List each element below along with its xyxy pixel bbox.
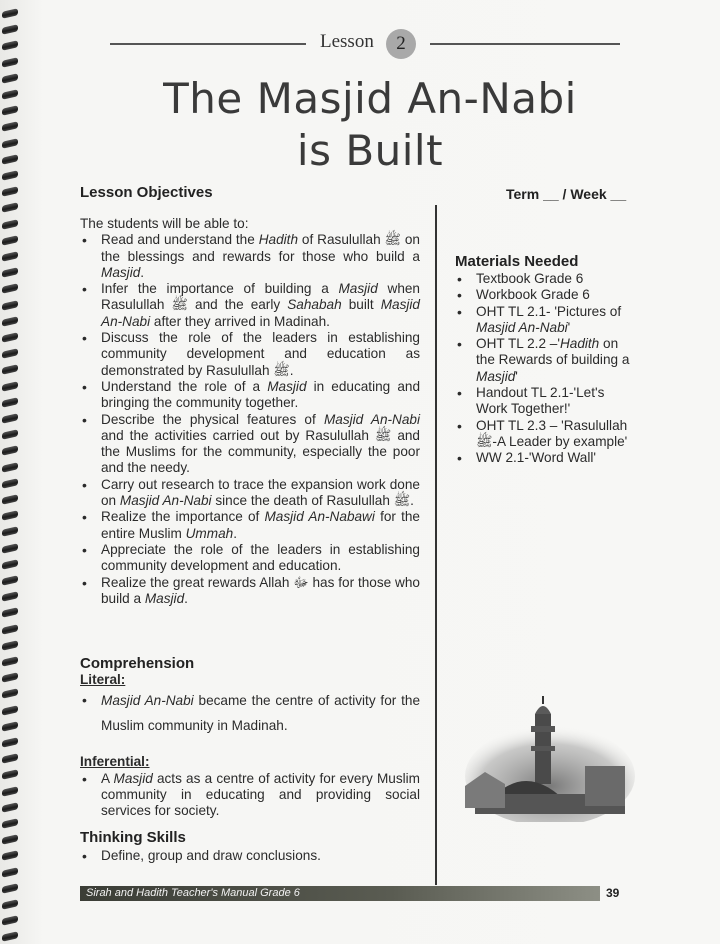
spiral-coil <box>2 429 18 439</box>
objective-item: • Read and understand the Hadith of Rasulullah ﷺ on the blessings and rewards for those who build a Masjid. <box>80 232 420 281</box>
spiral-coil <box>2 24 18 34</box>
objective-item: • Infer the importance of building a Masjid when Rasulullah ﷺ and the early Sahabah built Masjid An-Nabi after they arrived in Madinah. <box>80 281 420 330</box>
literal-label: Literal: <box>80 672 126 687</box>
spiral-coil <box>2 689 18 699</box>
spiral-coil <box>2 559 18 569</box>
spiral-coil <box>2 300 18 310</box>
lesson-number-badge: 2 <box>386 29 416 59</box>
spiral-coil <box>2 705 18 715</box>
spiral-coil <box>2 154 18 164</box>
material-item: • OHT TL 2.2 –'Hadith on the Rewards of building a Masjid' <box>455 336 630 385</box>
title-line-1: The Masjid An-Nabi <box>163 74 577 123</box>
literal-list <box>80 688 420 738</box>
spiral-coil <box>2 284 18 294</box>
spiral-coil <box>2 737 18 747</box>
spiral-coil <box>2 770 18 780</box>
spiral-coil <box>2 41 18 51</box>
spiral-coil <box>2 527 18 537</box>
spiral-coil <box>2 8 18 18</box>
thinking-skills-section <box>80 848 420 864</box>
spiral-coil <box>2 462 18 472</box>
header-rule-right <box>430 43 620 45</box>
spiral-coil <box>2 640 18 650</box>
spiral-coil <box>2 203 18 213</box>
spiral-coil <box>2 494 18 504</box>
spiral-coil <box>2 89 18 99</box>
objective-item: • Appreciate the role of the leaders in establishing community development and education. <box>80 542 420 575</box>
literal-item: • Masjid An-Nabi became the centre of activity for the Muslim community in Madinah. <box>80 688 420 738</box>
spiral-coil <box>2 219 18 229</box>
spiral-coil <box>2 446 18 456</box>
column-divider <box>435 205 437 885</box>
material-item: • Workbook Grade 6 <box>455 287 630 303</box>
inferential-label: Inferential: <box>80 754 150 770</box>
objective-item: • Understand the role of a Masjid in educating and bringing the community together. <box>80 379 420 412</box>
term-week: Term __ / Week __ <box>506 186 627 202</box>
objectives-list <box>80 232 420 607</box>
spiral-coil <box>2 818 18 828</box>
spiral-coil <box>2 122 18 132</box>
comprehension-heading: Comprehension <box>80 655 195 672</box>
spiral-coil <box>2 591 18 601</box>
spiral-coil <box>2 186 18 196</box>
spiral-coil <box>2 656 18 666</box>
spiral-coil <box>2 251 18 261</box>
spiral-coil <box>2 73 18 83</box>
inferential-list <box>80 771 420 820</box>
inferential-item: • A Masjid acts as a centre of activity for every Muslim community in educating and providing social services for society. <box>80 771 420 820</box>
spiral-coil <box>2 834 18 844</box>
spiral-coil <box>2 105 18 115</box>
spiral-coil <box>2 786 18 796</box>
spiral-coil <box>2 672 18 682</box>
spiral-coil <box>2 397 18 407</box>
objective-item: • Describe the physical features of Masjid An-Nabi and the activities carried out by Rasulullah ﷺ and the Muslims for the community, especially the poor and the needy. <box>80 412 420 477</box>
objective-item: • Realize the importance of Masjid An-Nabawi for the entire Muslim Ummah. <box>80 509 420 542</box>
spiral-coil <box>2 57 18 67</box>
spiral-coil <box>2 575 18 585</box>
lesson-label: Lesson <box>320 31 374 52</box>
material-item: • WW 2.1-'Word Wall' <box>455 450 630 466</box>
spiral-coil <box>2 883 18 893</box>
thinking-item: • Define, group and draw conclusions. <box>80 848 420 864</box>
material-item: • Handout TL 2.1-'Let's Work Together!' <box>455 385 630 418</box>
mosque-illustration <box>465 696 635 822</box>
page-number: 39 <box>606 886 620 900</box>
spiral-coil <box>2 608 18 618</box>
material-item: • Textbook Grade 6 <box>455 271 630 287</box>
objectives-heading: Lesson Objectives <box>80 184 213 201</box>
thinking-list <box>80 848 420 864</box>
spiral-coil <box>2 721 18 731</box>
spiral-coil <box>2 510 18 520</box>
spiral-coil <box>2 235 18 245</box>
objective-item: • Discuss the role of the leaders in establishing community development and education as demonstrated by Rasulullah ﷺ. <box>80 330 420 379</box>
spiral-coil <box>2 267 18 277</box>
spiral-coil <box>2 802 18 812</box>
spiral-coil <box>2 170 18 180</box>
title-line-2: is Built <box>296 126 444 175</box>
spiral-coil <box>2 543 18 553</box>
spiral-coil <box>2 316 18 326</box>
spiral-coil <box>2 365 18 375</box>
spiral-coil <box>2 899 18 909</box>
comprehension-section <box>80 672 420 819</box>
materials-heading: Materials Needed <box>455 253 579 270</box>
materials-section <box>455 271 630 467</box>
footer-title: Sirah and Hadith Teacher's Manual Grade 6 <box>86 887 300 899</box>
spiral-coil <box>2 932 18 942</box>
spiral-coil <box>2 867 18 877</box>
spiral-coil <box>2 478 18 488</box>
spiral-coil <box>2 348 18 358</box>
header-rule-left <box>110 43 306 45</box>
spiral-coil <box>2 138 18 148</box>
spiral-coil <box>2 381 18 391</box>
material-item: • OHT TL 2.3 – 'Rasulullah ﷺ-A Leader by example' <box>455 418 630 451</box>
objectives-section <box>80 216 420 607</box>
spiral-coil <box>2 753 18 763</box>
objectives-intro: The students will be able to: <box>80 216 249 231</box>
spiral-binding <box>0 0 22 944</box>
spiral-coil <box>2 332 18 342</box>
material-item: • OHT TL 2.1- 'Pictures of Masjid An-Nabi' <box>455 304 630 337</box>
materials-list <box>455 271 630 467</box>
spiral-coil <box>2 413 18 423</box>
thinking-skills-heading: Thinking Skills <box>80 829 186 846</box>
objective-item: • Realize the great rewards Allah ﷻ has for those who build a Masjid. <box>80 575 420 608</box>
spiral-coil <box>2 851 18 861</box>
objective-item: • Carry out research to trace the expansion work done on Masjid An-Nabi since the death of Rasulullah ﷺ. <box>80 477 420 510</box>
spiral-coil <box>2 915 18 925</box>
spiral-coil <box>2 624 18 634</box>
